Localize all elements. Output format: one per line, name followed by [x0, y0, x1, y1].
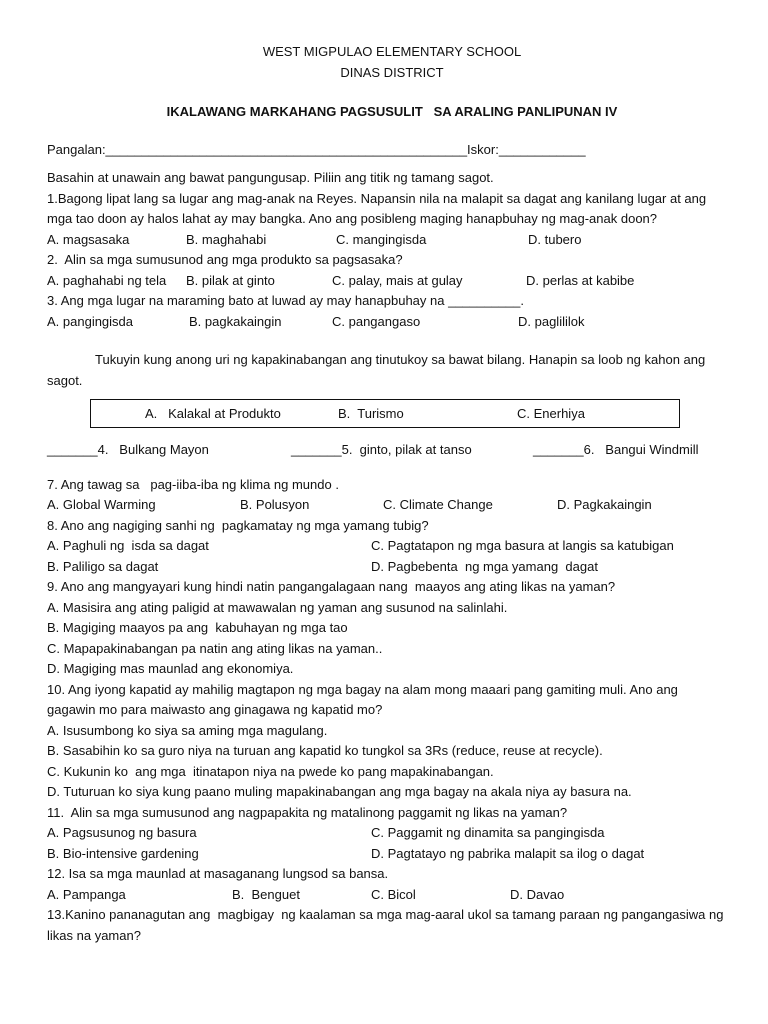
blank-item-4[interactable]: _______4. Bulkang Mayon [47, 442, 209, 457]
q7-choice-a[interactable]: A. Global Warming [47, 497, 156, 512]
q11-choice-d[interactable]: D. Pagtatayo ng pabrika malapit sa ilog o dagat [371, 845, 645, 861]
question-8-choices-row1 [47, 536, 737, 557]
answer-key-box [90, 399, 680, 428]
q12-choice-b[interactable]: B. Benguet [232, 886, 300, 902]
q3-choice-a[interactable]: A. pangingisda [47, 313, 134, 329]
question-9-text: 9. Ano ang mangyayari kung hindi natin pangangalagaan nang maayos ang ating likas na yaman? [47, 579, 616, 594]
question-8-choices-row2 [47, 557, 737, 578]
box-option-c: C. Enerhiya [517, 406, 585, 421]
q10-choice-a[interactable]: A. Isusumbong ko siya sa aming mga magulang. [47, 722, 328, 738]
q8-choice-b[interactable]: B. Paliligo sa dagat [47, 558, 159, 574]
q7-choice-d[interactable]: D. Pagkakaingin [557, 497, 652, 512]
school-name: WEST MIGPULAO ELEMENTARY SCHOOL [262, 44, 522, 59]
q12-choice-d[interactable]: D. Davao [510, 886, 565, 902]
q10-choice-b[interactable]: B. Sasabihin ko sa guro niya na turuan ang kapatid ko tungkol sa 3Rs (reduce, reuse at recycle). [47, 743, 603, 758]
q2-choice-c[interactable]: C. palay, mais at gulay [332, 272, 463, 288]
q8-choice-d[interactable]: D. Pagbebenta ng mga yamang dagat [371, 558, 598, 574]
q9-choice-a[interactable]: A. Masisira ang ating paligid at mawawalan ng yaman ang susunod na salinlahi. [47, 599, 508, 615]
box-option-b: B. Turismo [338, 406, 404, 421]
q2-choice-a[interactable]: A. paghahabi ng tela [47, 272, 167, 288]
instructions-part1: Basahin at unawain ang bawat pangungusap. Piliin ang titik ng tamang sagot. [47, 170, 494, 185]
q8-choice-c[interactable]: C. Pagtatapon ng mga basura at langis sa katubigan [371, 538, 674, 553]
fill-in-blanks-row [47, 440, 737, 461]
q1-choice-b[interactable]: B. maghahabi [186, 231, 267, 247]
q9-choice-d[interactable]: D. Magiging mas maunlad ang ekonomiya. [47, 661, 294, 676]
q7-choice-b[interactable]: B. Polusyon [240, 497, 310, 512]
question-11-choices-row1 [47, 823, 737, 844]
question-12-choices [47, 885, 737, 906]
question-8-text: 8. Ano ang nagiging sanhi ng pagkamatay ng mga yamang tubig? [47, 517, 429, 533]
q1-choice-a[interactable]: A. magsasaka [47, 231, 130, 247]
question-1-choices [47, 230, 737, 251]
q11-choice-b[interactable]: B. Bio-intensive gardening [47, 845, 199, 861]
question-2-choices [47, 271, 737, 292]
q3-choice-b[interactable]: B. pagkakaingin [189, 313, 282, 329]
q9-choice-b[interactable]: B. Magiging maayos pa ang kabuhayan ng mga tao [47, 620, 348, 635]
exam-page [47, 42, 737, 946]
q7-choice-c[interactable]: C. Climate Change [383, 497, 493, 512]
box-option-a: A. Kalakal at Produkto [145, 406, 281, 421]
q8-choice-a[interactable]: A. Paghuli ng isda sa dagat [47, 538, 209, 553]
blank-item-5[interactable]: _______5. ginto, pilak at tanso [291, 442, 472, 457]
q11-choice-a[interactable]: A. Pagsusunog ng basura [47, 825, 197, 840]
question-11-choices-row2 [47, 844, 737, 865]
q2-choice-b[interactable]: B. pilak at ginto [186, 272, 275, 288]
name-score-line: Pangalan:__________________________________________________Iskor:____________ [47, 141, 586, 157]
district-name: DINAS DISTRICT [340, 64, 444, 80]
instructions-part2: Tukuyin kung anong uri ng kapakinabangan ang tinutukoy sa bawat bilang. Hanapin sa loob ng kahon ang sagot. [47, 352, 706, 388]
question-12-text: 12. Isa sa mga maunlad at masaganang lungsod sa bansa. [47, 866, 389, 881]
q9-choice-c[interactable]: C. Mapapakinabangan pa natin ang ating likas na yaman.. [47, 640, 383, 656]
blank-item-6[interactable]: _______6. Bangui Windmill [533, 442, 699, 457]
q11-choice-c[interactable]: C. Paggamit ng dinamita sa pangingisda [371, 825, 605, 840]
q3-choice-c[interactable]: C. pangangaso [332, 313, 421, 329]
q12-choice-c[interactable]: C. Bicol [371, 886, 416, 902]
question-7-text: 7. Ang tawag sa pag-iiba-iba ng klima ng mundo . [47, 476, 339, 492]
q2-choice-d[interactable]: D. perlas at kabibe [526, 272, 635, 288]
question-7-choices [47, 495, 737, 516]
question-3-text: 3. Ang mga lugar na maraming bato at luwad ay may hanapbuhay na __________. [47, 293, 525, 308]
q1-choice-c[interactable]: C. mangingisda [336, 231, 427, 247]
q10-choice-d[interactable]: D. Tuturuan ko siya kung paano muling mapakinabangan ang mga bagay na akala niya ay basura na. [47, 784, 632, 799]
question-13-text: 13.Kanino pananagutan ang magbigay ng kaalaman sa mga mag-aaral ukol sa tamang paraan ng pangangasiwa ng likas na yaman? [47, 907, 728, 943]
q12-choice-a[interactable]: A. Pampanga [47, 886, 126, 902]
q1-choice-d[interactable]: D. tubero [528, 231, 582, 247]
question-3-choices [47, 312, 737, 333]
question-1-text: 1.Bagong lipat lang sa lugar ang mag-anak na Reyes. Napansin nila na malapit sa dagat ang kanilang lugar at ang mga tao doon ay halos lahat ay may bangka. Ano ang posibleng maging hanapbuhay ng mag-anak doon? [47, 190, 707, 226]
exam-title: IKALAWANG MARKAHANG PAGSUSULIT SA ARALING PANLIPUNAN IV [166, 104, 618, 119]
question-11-text: 11. Alin sa mga sumusunod ang nagpapakita ng matalinong paggamit ng likas na yaman? [47, 804, 568, 820]
question-2-text: 2. Alin sa mga sumusunod ang mga produkto sa pagsasaka? [47, 252, 403, 267]
q10-choice-c[interactable]: C. Kukunin ko ang mga itinatapon niya na pwede ko pang mapakinabangan. [47, 763, 494, 779]
q3-choice-d[interactable]: D. paglililok [518, 313, 585, 329]
question-10-text: 10. Ang iyong kapatid ay mahilig magtapon ng mga bagay na alam mong maaari pang gamiting muli. Ano ang gagawin mo para maiwasto ang ginagawa ng kapatid mo? [47, 681, 678, 717]
